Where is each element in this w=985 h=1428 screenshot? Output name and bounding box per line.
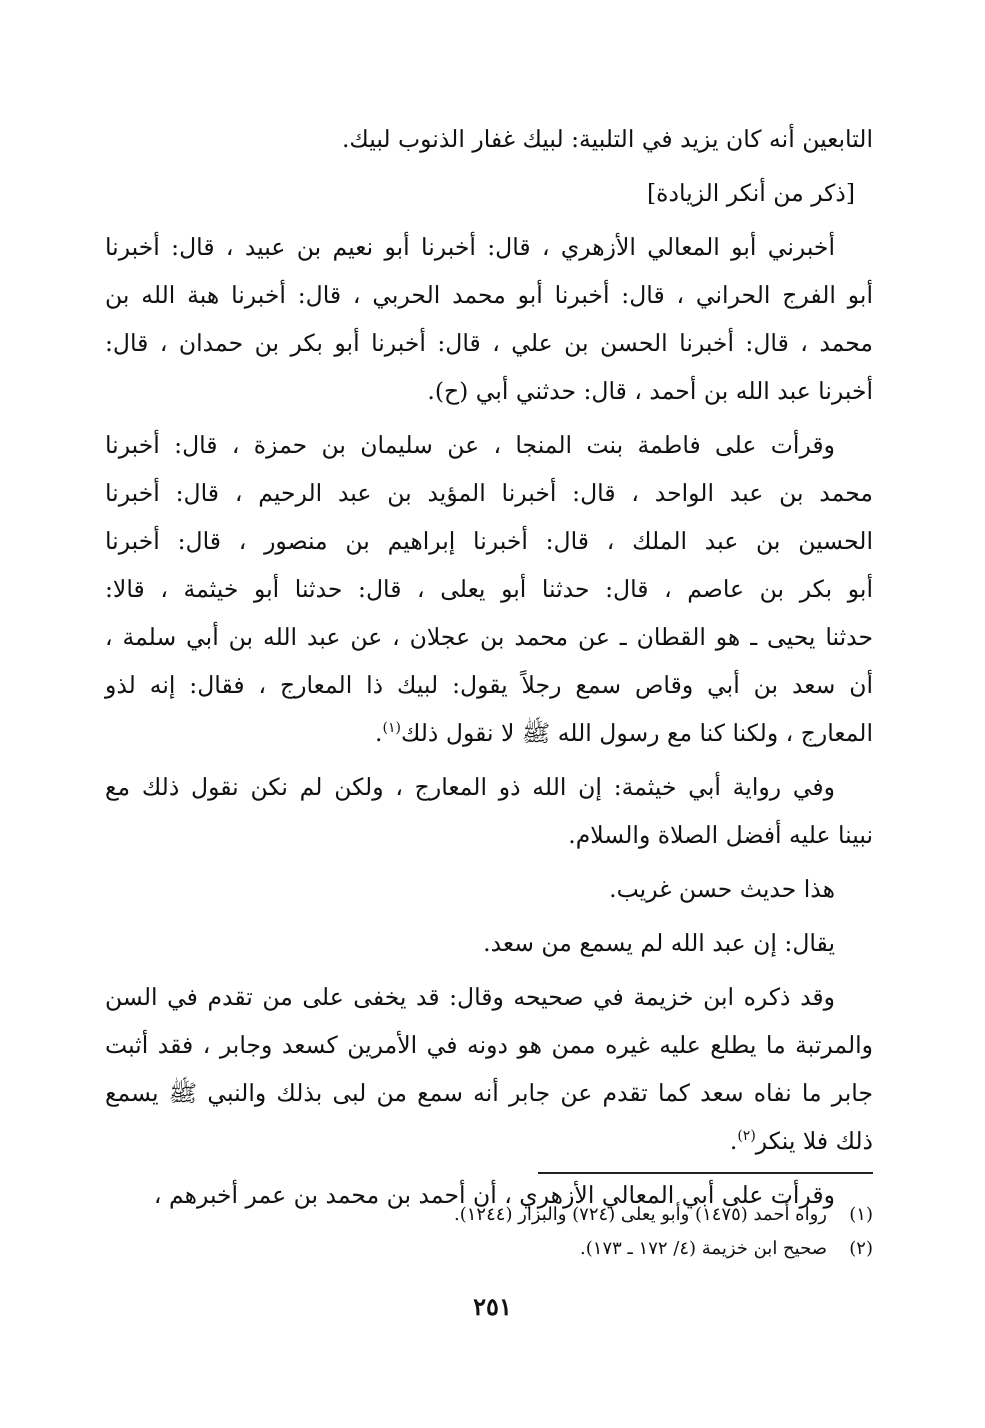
footnote-marker: (٢) bbox=[737, 1128, 756, 1145]
page-number: ٢٥١ bbox=[473, 1292, 512, 1321]
paragraph-line: محمد بن عبد الواحد ، قال: أخبرنا المؤيد بن عبد الرحيم ، قال: أخبرنا bbox=[105, 479, 873, 507]
paragraph-line: يقال: إن عبد الله لم يسمع من سعد. bbox=[483, 929, 835, 957]
footnotes bbox=[113, 1198, 873, 1266]
paragraph-text: المعارج ، ولكنا كنا مع رسول الله ﷺ لا نقول ذلك bbox=[400, 719, 873, 747]
section-heading: [ذكر من أنكر الزيادة] bbox=[647, 179, 855, 207]
footnote-text: رواه أحمد (١٤٧٥) وأبو يعلى (٧٢٤) والبزار (١٢٤٤). bbox=[454, 1204, 827, 1225]
paragraph-line: أبو بكر بن عاصم ، قال: حدثنا أبو يعلى ، قال: حدثنا أبو خيثمة ، قالا: bbox=[105, 575, 873, 603]
paragraph-text: ذلك فلا ينكر bbox=[755, 1127, 873, 1155]
footnote-separator bbox=[538, 1172, 873, 1174]
paragraph-line: هذا حديث حسن غريب. bbox=[609, 875, 835, 903]
page-body bbox=[105, 115, 873, 1219]
paragraph-line: وقرأت على فاطمة بنت المنجا ، عن سليمان بن حمزة ، قال: أخبرنا bbox=[105, 431, 835, 459]
paragraph-line: محمد ، قال: أخبرنا الحسن بن علي ، قال: أخبرنا أبو بكر بن حمدان ، قال: bbox=[105, 329, 873, 357]
paragraph-line: وفي رواية أبي خيثمة: إن الله ذو المعارج ، ولكن لم نكن نقول ذلك مع bbox=[105, 773, 835, 801]
footnote-text: صحيح ابن خزيمة (٤/ ١٧٢ ـ ١٧٣). bbox=[580, 1238, 827, 1259]
paragraph-line: أخبرني أبو المعالي الأزهري ، قال: أخبرنا أبو نعيم بن عبيد ، قال: أخبرنا bbox=[105, 233, 835, 261]
footnote-number: (٢) bbox=[849, 1238, 873, 1259]
paragraph-line: التابعين أنه كان يزيد في التلبية: لبيك غفار الذنوب لبيك. bbox=[341, 125, 873, 153]
paragraph-line: أبو الفرج الحراني ، قال: أخبرنا أبو محمد الحربي ، قال: أخبرنا هبة الله بن bbox=[105, 281, 873, 309]
paragraph-line-with-footnote bbox=[105, 709, 873, 757]
paragraph-line: الحسين بن عبد الملك ، قال: أخبرنا إبراهيم بن منصور ، قال: أخبرنا bbox=[105, 527, 873, 555]
footnote bbox=[113, 1198, 873, 1232]
footnote-marker: (١) bbox=[382, 720, 401, 737]
paragraph-line: والمرتبة ما يطلع عليه غيره ممن هو دونه في الأمرين كسعد وجابر ، فقد أثبت bbox=[105, 1031, 873, 1059]
sentence-end: . bbox=[729, 1127, 738, 1155]
sentence-end: . bbox=[375, 719, 383, 747]
paragraph bbox=[105, 421, 873, 757]
paragraph-line: وقرأت على أبي المعالي الأزهري ، أن أحمد بن محمد بن عمر أخبرهم ، bbox=[153, 1181, 835, 1209]
paragraph-line: أخبرنا عبد الله بن أحمد ، قال: حدثني أبي (ح). bbox=[427, 377, 873, 405]
paragraph bbox=[105, 973, 873, 1165]
paragraph-line: حدثنا يحيى ـ هو القطان ـ عن محمد بن عجلان ، عن عبد الله بن أبي سلمة ، bbox=[105, 623, 873, 651]
footnote bbox=[113, 1232, 873, 1266]
footnote-number: (١) bbox=[849, 1204, 873, 1225]
paragraph-line: جابر ما نفاه سعد كما تقدم عن جابر أنه سمع من لبى بذلك والنبي ﷺ يسمع bbox=[105, 1079, 873, 1107]
paragraph-line: نبينا عليه أفضل الصلاة والسلام. bbox=[568, 821, 873, 849]
paragraph-line-with-footnote bbox=[105, 1117, 873, 1165]
paragraph bbox=[105, 223, 873, 415]
paragraph-line: أن سعد بن أبي وقاص سمع رجلاً يقول: لبيك ذا المعارج ، فقال: إنه لذو bbox=[105, 671, 873, 699]
paragraph bbox=[105, 763, 873, 859]
paragraph-line: وقد ذكره ابن خزيمة في صحيحه وقال: قد يخفى على من تقدم في السن bbox=[105, 983, 835, 1011]
